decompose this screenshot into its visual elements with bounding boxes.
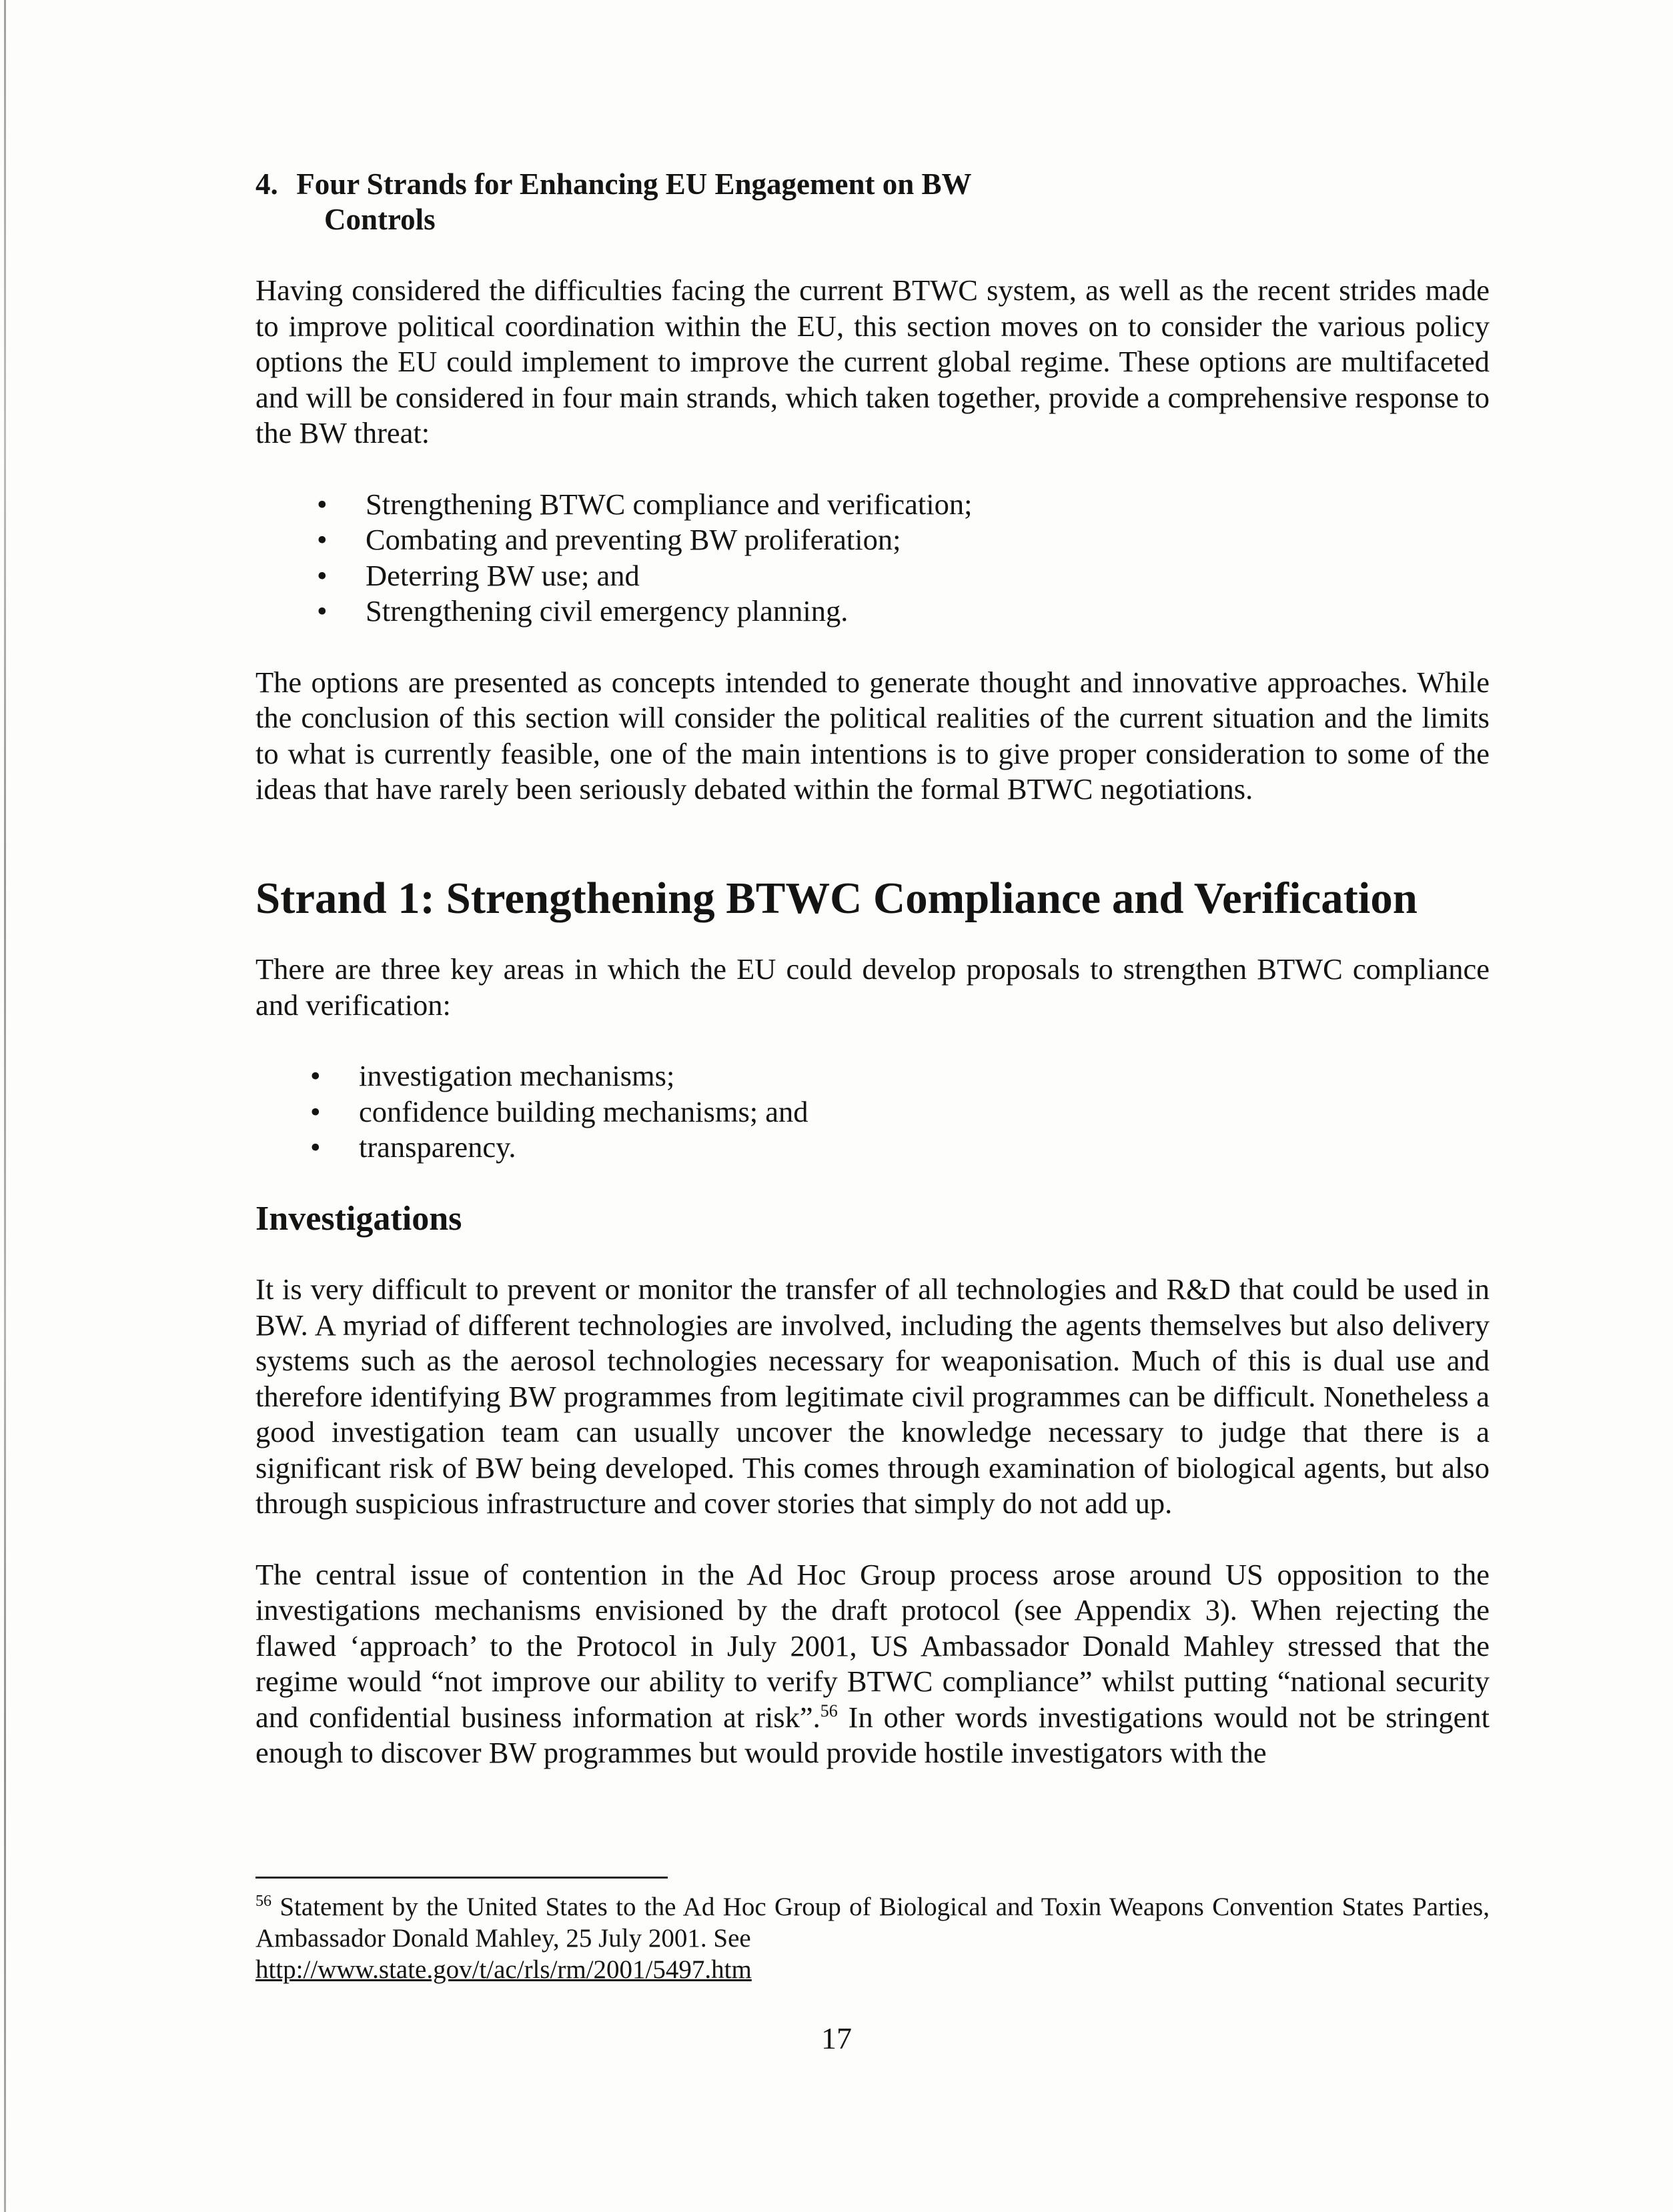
- footnote-reference: 56: [820, 1701, 838, 1721]
- strands-list: [255, 487, 1490, 630]
- list-item: • Strengthening BTWC compliance and verification;: [255, 487, 1490, 523]
- list-item: • transparency.: [255, 1130, 1490, 1166]
- paragraph-text: The central issue of contention in the Ad Hoc Group process arose around US opposition to the investigations mechanisms envisioned by the draft protocol (see Appendix 3). When rejecting the flawed ‘approach’ to the Protocol in July 2001, US Ambassador Donald Mahley stressed that the regime would “not improve our ability to verify BTWC compliance” whilst putting “national security and confidential business information at risk”.: [255, 1557, 1490, 1734]
- paragraph-text: In other words investigations would not be stringent enough to discover BW programmes but would provide hostile investigators with the: [255, 1700, 1490, 1769]
- options-paragraph: The options are presented as concepts intended to generate thought and innovative approaches. While the conclusion of this section will consider the political realities of the current situation and the limits to what is currently feasible, one of the main intentions is to give proper consideration to some of the ideas that have rarely been seriously debated within the formal BTWC negotiations.: [255, 665, 1490, 806]
- footnote-link[interactable]: http://www.state.gov/t/ac/rls/rm/2001/5497.htm: [255, 1955, 752, 1984]
- page-body: [255, 167, 1490, 1771]
- section-title-line2: Controls: [324, 203, 436, 236]
- list-item: • investigation mechanisms;: [255, 1058, 1490, 1094]
- scan-edge: [4, 0, 6, 2212]
- list-item: • Strengthening civil emergency planning.: [255, 594, 1490, 630]
- footnote-number: 56: [255, 1893, 271, 1910]
- footnote-text: Statement by the United States to the Ad Hoc Group of Biological and Toxin Weapons Convention States Parties, Ambassador Donald Mahley, 25 July 2001. See: [255, 1893, 1490, 1953]
- section-title-line1: Four Strands for Enhancing EU Engagement on BW: [296, 167, 972, 201]
- list-item: • Deterring BW use; and: [255, 558, 1490, 594]
- list-item: • confidence building mechanisms; and: [255, 1094, 1490, 1130]
- list-item: • Combating and preventing BW proliferation;: [255, 522, 1490, 558]
- investigations-paragraph-1: It is very difficult to prevent or monitor the transfer of all technologies and R&D that could be used in BW. A myriad of different technologies are involved, including the agents themselves but also delivery systems such as the aerosol technologies necessary for weaponisation. Much of this is dual use and therefore identifying BW programmes from legitimate civil programmes can be difficult. Nonetheless a good investigation team can usually uncover the knowledge necessary to judge that there is a significant risk of BW being developed. This comes through examination of biological agents, but also through suspicious infrastructure and cover stories that simply do not add up.: [255, 1272, 1490, 1520]
- strand1-paragraph: There are three key areas in which the EU could develop proposals to strengthen BTWC compliance and verification:: [255, 952, 1490, 1022]
- investigations-heading: Investigations: [255, 1199, 462, 1238]
- intro-paragraph: Having considered the difficulties facing the current BTWC system, as well as the recent strides made to improve political coordination within the EU, this section moves on to consider the various policy options the EU could implement to improve the current global regime. These options are multifaceted and will be considered in four main strands, which taken together, provide a comprehensive response to the BW threat:: [255, 273, 1490, 449]
- areas-list: [255, 1058, 1490, 1166]
- section-heading: [255, 167, 1490, 237]
- strand1-heading: Strand 1: Strengthening BTWC Compliance and Verification: [255, 874, 1418, 923]
- section-number: 4.: [255, 167, 278, 201]
- footnote-separator: [255, 1877, 668, 1879]
- investigations-paragraph-2: [255, 1557, 1490, 1771]
- page-number: 17: [821, 2021, 852, 2055]
- footnote: [255, 1891, 1490, 1985]
